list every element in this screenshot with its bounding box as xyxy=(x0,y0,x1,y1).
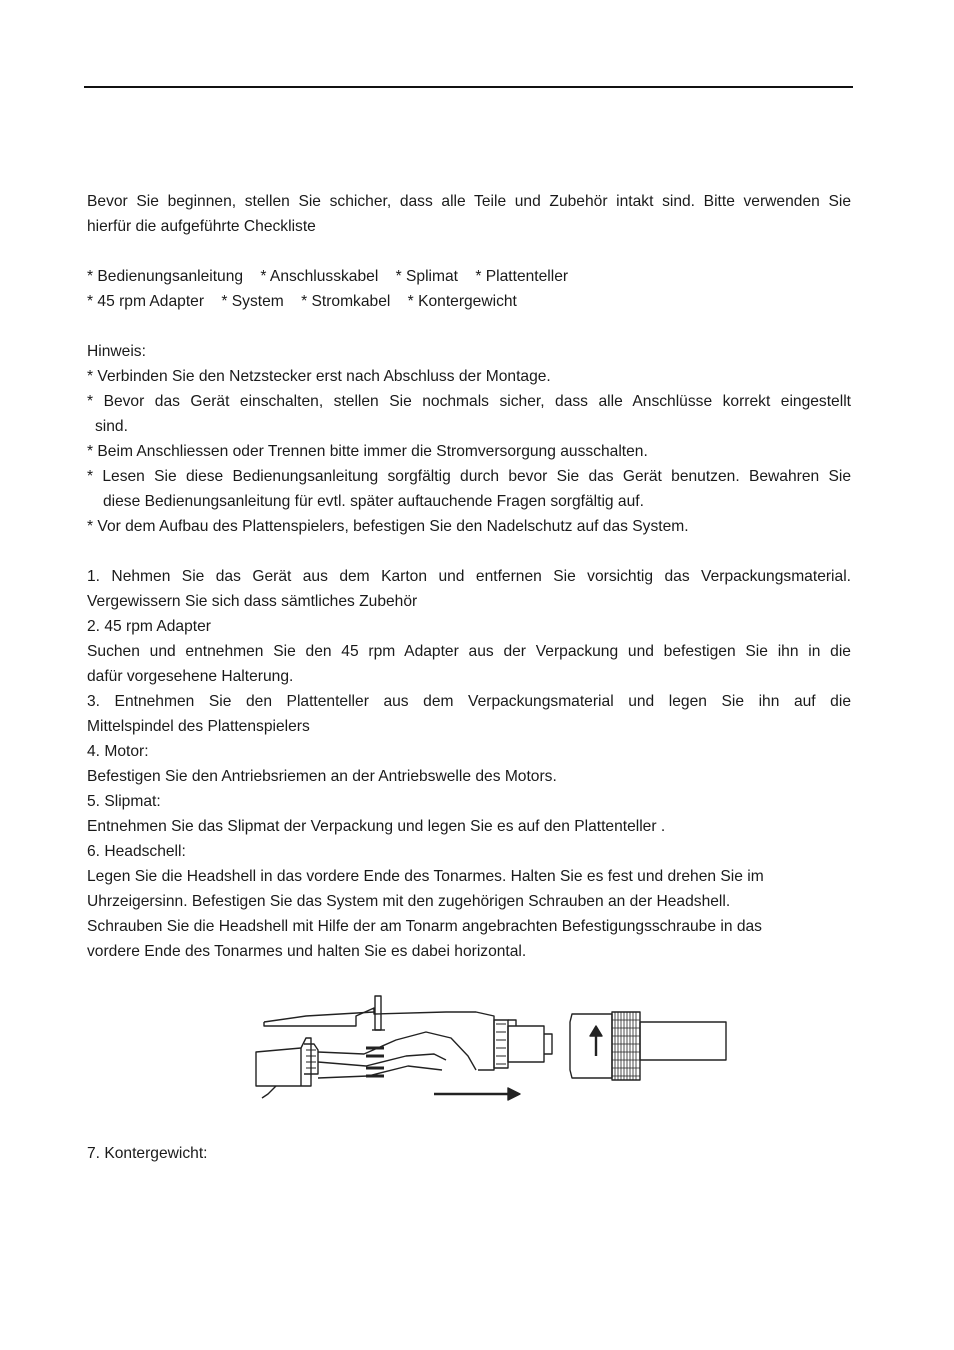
headshell-diagram xyxy=(246,990,736,1104)
spacer xyxy=(87,314,851,339)
notes-heading: Hinweis: xyxy=(87,343,146,360)
step-5-line-1: Entnehmen Sie das Slipmat der Verpackung und legen Sie es auf den Plattenteller . xyxy=(87,818,666,835)
step-1-line-1: 1. Nehmen Sie das Gerät aus dem Karton und entfernen Sie vorsichtig das Verpackungsmaterial. xyxy=(87,568,851,585)
page-body xyxy=(87,189,851,964)
note-2-line-2: sind. xyxy=(95,418,128,435)
checklist-row-2: * 45 rpm Adapter * System * Stromkabel * Kontergewicht xyxy=(87,293,517,310)
step-2-title: 2. 45 rpm Adapter xyxy=(87,618,211,635)
note-2-line-1: * Bevor das Gerät einschalten, stellen Sie nochmals sicher, dass alle Anschlüsse korrekt eingestellt xyxy=(87,393,851,410)
step-2-line-1: Suchen und entnehmen Sie den 45 rpm Adapter aus der Verpackung und befestigen Sie ihn in die xyxy=(87,643,851,660)
step-6-line-2: Uhrzeigersinn. Befestigen Sie das System mit den zugehörigen Schrauben an der Headshell. xyxy=(87,893,731,910)
intro-line-2: hierfür die aufgeführte Checkliste xyxy=(87,218,316,235)
note-1: * Verbinden Sie den Netzstecker erst nach Abschluss der Montage. xyxy=(87,368,551,385)
intro-line-1: Bevor Sie beginnen, stellen Sie schicher, dass alle Teile und Zubehör intakt sind. Bitte verwenden Sie xyxy=(87,193,851,210)
note-4-line-1: * Lesen Sie diese Bedienungsanleitung sorgfältig durch bevor Sie das Gerät benutzen. Bewahren Sie xyxy=(87,468,851,485)
spacer xyxy=(87,239,851,264)
step-6-title: 6. Headschell: xyxy=(87,843,186,860)
note-4-line-2: diese Bedienungsanleitung für evtl. später auftauchende Fragen sorgfältig auf. xyxy=(103,493,644,510)
headshell-illustration xyxy=(246,990,736,1104)
note-3: * Beim Anschliessen oder Trennen bitte immer die Stromversorgung ausschalten. xyxy=(87,443,648,460)
step-3-line-2: Mittelspindel des Plattenspielers xyxy=(87,718,310,735)
step-4-line-1: Befestigen Sie den Antriebsriemen an der Antriebswelle des Motors. xyxy=(87,768,557,785)
checklist-row-1: * Bedienungsanleitung * Anschlusskabel * Splimat * Plattenteller xyxy=(87,268,569,285)
step-1-line-2: Vergewissern Sie sich dass sämtliches Zubehör xyxy=(87,593,418,610)
step-7-title: 7. Kontergewicht: xyxy=(87,1145,208,1162)
step-6-line-3: Schrauben Sie die Headshell mit Hilfe der am Tonarm angebrachten Befestigungsschraube in das xyxy=(87,918,762,935)
step-6-line-1: Legen Sie die Headshell in das vordere Ende des Tonarmes. Halten Sie es fest und drehen Sie im xyxy=(87,868,764,885)
step-3-line-1: 3. Entnehmen Sie den Plattenteller aus dem Verpackungsmaterial und legen Sie ihn auf die xyxy=(87,693,851,710)
spacer xyxy=(87,539,851,564)
header-rule xyxy=(84,86,853,88)
step-6-line-4: vordere Ende des Tonarmes und halten Sie es dabei horizontal. xyxy=(87,943,527,960)
step-5-title: 5. Slipmat: xyxy=(87,793,161,810)
step-2-line-2: dafür vorgesehene Halterung. xyxy=(87,668,294,685)
note-5: * Vor dem Aufbau des Plattenspielers, befestigen Sie den Nadelschutz auf das System. xyxy=(87,518,689,535)
step-4-title: 4. Motor: xyxy=(87,743,149,760)
